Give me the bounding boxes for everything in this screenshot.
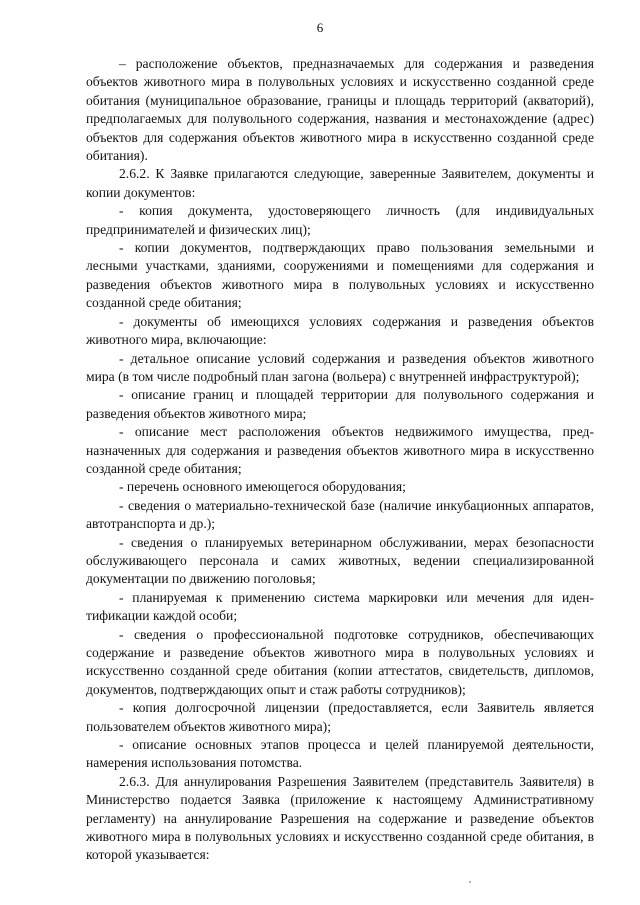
scan-speck	[469, 881, 471, 883]
list-item-veterinary-service: - сведения о планируемых ветеринарном обслуживании, мерах безопасности обслуживающего персонала и самих животных, ведении специализированной документации по движению поголовья;	[86, 534, 594, 587]
list-item-marking-system: - планируемая к применению система маркировки или мечения для идентификации каждой особи;	[86, 589, 594, 624]
document-body	[86, 55, 594, 865]
paragraph-placement: – расположение объектов, предназначаемых для содержания и разведения объектов животного мира в полувольных условиях и искусственно созданной среде обитания (муниципальное образование, границы и площадь территорий (акваторий), предполагаемых для полувольного содержания, названия и местонахождение (адрес) объектов для содержания объектов животного мира в искусственно созданной среде обитания).	[86, 56, 594, 164]
list-item-real-estate-locations: - описание мест расположения объектов недвижимого имущества, предназначенных для содержания и разведения объектов животного мира в искусственно созданной среде обитания;	[86, 424, 594, 476]
list-item-territory-boundaries: - описание границ и площадей территории для полувольного содержания и разведения объектов животного мира;	[86, 387, 594, 421]
list-item-detailed-description: - детальное описание условий содержания и разведения объектов животного мира (в том числе подробный план загона (вольера) с внутренней инфраструктурой);	[86, 350, 594, 384]
list-item-conditions-documents: - документы об имеющихся условиях содержания и разведения объектов животного мира, включающие:	[86, 313, 594, 348]
list-item-land-rights: - копии документов, подтверждающих право пользования земельными и лесными участками, зданиями, сооружениями и помещениями для содержания и разведения объектов животного мира в полувольных условиях и искусственно созданной среде обитания;	[86, 240, 594, 311]
list-item-identity-document: - копия документа, удостоверяющего личность (для индивидуальных предпринимателей и физических лиц);	[86, 203, 594, 237]
paragraph-2-6-3: 2.6.3. Для аннулирования Разрешения Заявителем (представитель Заявителя) в Министерство подается Заявка (приложение к настоящему Административному регламенту) на аннулирование Разрешения на содержание и разведение объектов животного мира в полувольных условиях и искусственно созданной среде обитания, в которой указывается:	[86, 773, 594, 863]
list-item-material-base: - сведения о материально-технической базе (наличие инкубационных аппаратов, автотранспорта и др.);	[86, 497, 594, 532]
list-item-equipment-list: - перечень основного имеющегося оборудования;	[119, 479, 406, 495]
list-item-license-copy: - копия долгосрочной лицензии (предоставляется, если Заявитель является пользователем объектов животного мира);	[86, 700, 594, 734]
page-number: 6	[316, 20, 324, 35]
list-item-activity-stages: - описание основных этапов процесса и целей планируемой деятельности, намерения использования потомства.	[86, 737, 594, 771]
list-item-staff-training: - сведения о профессиональной подготовке сотрудников, обеспечивающих содержание и разведение объектов животного мира в полувольных условиях и искусственно созданной среде обитания (копии аттестатов, свидетельств, дипломов, документов, подтверждающих опыт и стаж работы сотрудников);	[86, 626, 594, 697]
paragraph-2-6-2-heading: 2.6.2. К Заявке прилагаются следующие, заверенные Заявителем, документы и копии документов:	[86, 166, 594, 200]
